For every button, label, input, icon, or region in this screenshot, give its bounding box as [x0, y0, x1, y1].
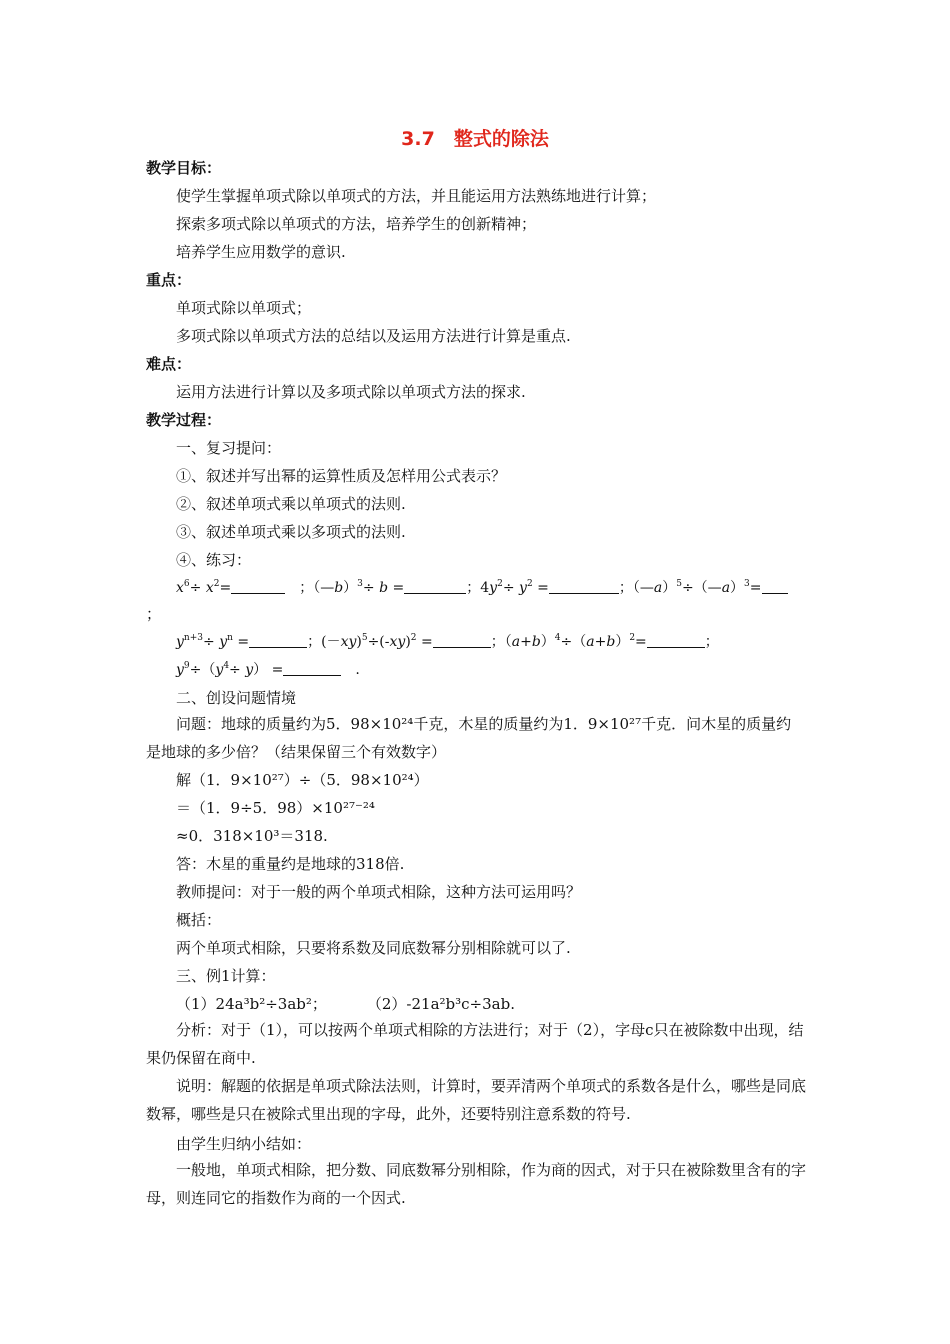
situation-heading: 二、创设问题情境 [176, 689, 297, 707]
review-q2: ②、叙述单项式乘以单项式的法则. [176, 495, 406, 513]
review-q3: ③、叙述单项式乘以多项式的法则. [176, 523, 406, 541]
situation-problem: 问题：地球的质量约为5．98×10²⁴千克，木星的质量约为1．9×10²⁷千克．问木星的质量约是地球的多少倍？（结果保留三个有效数字） [146, 715, 792, 761]
key-heading: 重点： [146, 271, 192, 289]
goals-heading: 教学目标： [146, 159, 222, 177]
example-1: （1）24a³b²÷3ab²； [176, 995, 327, 1013]
goal-3: 培养学生应用数学的意识. [176, 243, 346, 261]
example-heading: 三、例1计算： [176, 967, 276, 985]
exercise-row-2: $y^{n+3}\div y^n$ = ；$(-xy)^5\div(-xy)^2$ = ；$(a+b)^4\div(a+b)^2=$ ； [176, 633, 719, 650]
example-2: （2）-21a²b³c÷3ab. [366, 995, 515, 1013]
example-items [176, 994, 515, 1014]
review-q1: ①、叙述并写出幂的运算性质及怎样用公式表示？ [176, 467, 507, 485]
key-1: 单项式除以单项式； [176, 299, 312, 317]
exercise-row-3: $y^9\div(y^4\div y)$ = . [176, 661, 360, 678]
induce-line: 由学生归纳小结如： [176, 1135, 312, 1153]
difficult-1: 运用方法进行计算以及多项式除以单项式方法的探求. [176, 383, 526, 401]
exercise-row-1: $x^6\div x^2=$ ；（—b）$^3$÷ b = ；$4y^2\div y^2$ = ；（—a）$^5$÷（—a）$^3$= [176, 578, 788, 598]
goal-2: 探索多项式除以单项式的方法，培养学生的创新精神； [176, 215, 537, 233]
conclusion-text: 一般地，单项式相除，把分数、同底数幂分别相除，作为商的因式，对于只在被除数里含有的字母，则连同它的指数作为商的一个因式. [146, 1161, 807, 1207]
solve-line-2: ＝（1．9÷5．98）×10²⁷⁻²⁴ [176, 799, 375, 817]
solve-line-3: ≈0．318×10³＝318. [176, 827, 328, 845]
exercise-semicolon: ； [146, 605, 162, 623]
example-note: 说明：解题的依据是单项式除法法则，计算时，要弄清两个单项式的系数各是什么，哪些是同底数幂，哪些是只在被除式里出现的字母，此外，还要特别注意系数的符号. [146, 1077, 807, 1123]
solve-line-1: 解（1．9×10²⁷）÷（5．98×10²⁴） [176, 771, 429, 789]
example-analysis: 分析：对于（1），可以按两个单项式相除的方法进行；对于（2），字母c只在被除数中出现，结果仍保留在商中. [146, 1021, 804, 1067]
summary-label: 概括： [176, 911, 222, 929]
review-q4: ④、练习： [176, 551, 252, 569]
review-heading: 一、复习提问： [176, 439, 282, 457]
teacher-question: 教师提问：对于一般的两个单项式相除，这种方法可运用吗？ [176, 883, 582, 901]
goal-1: 使学生掌握单项式除以单项式的方法，并且能运用方法熟练地进行计算； [176, 187, 657, 205]
difficult-heading: 难点： [146, 355, 192, 373]
process-heading: 教学过程： [146, 411, 222, 429]
summary-text: 两个单项式相除，只要将系数及同底数幂分别相除就可以了. [176, 939, 571, 957]
answer-line: 答：木星的重量约是地球的318倍. [176, 855, 405, 873]
key-2: 多项式除以单项式方法的总结以及运用方法进行计算是重点. [176, 327, 571, 345]
page-title: 3.7 整式的除法 [401, 128, 549, 150]
